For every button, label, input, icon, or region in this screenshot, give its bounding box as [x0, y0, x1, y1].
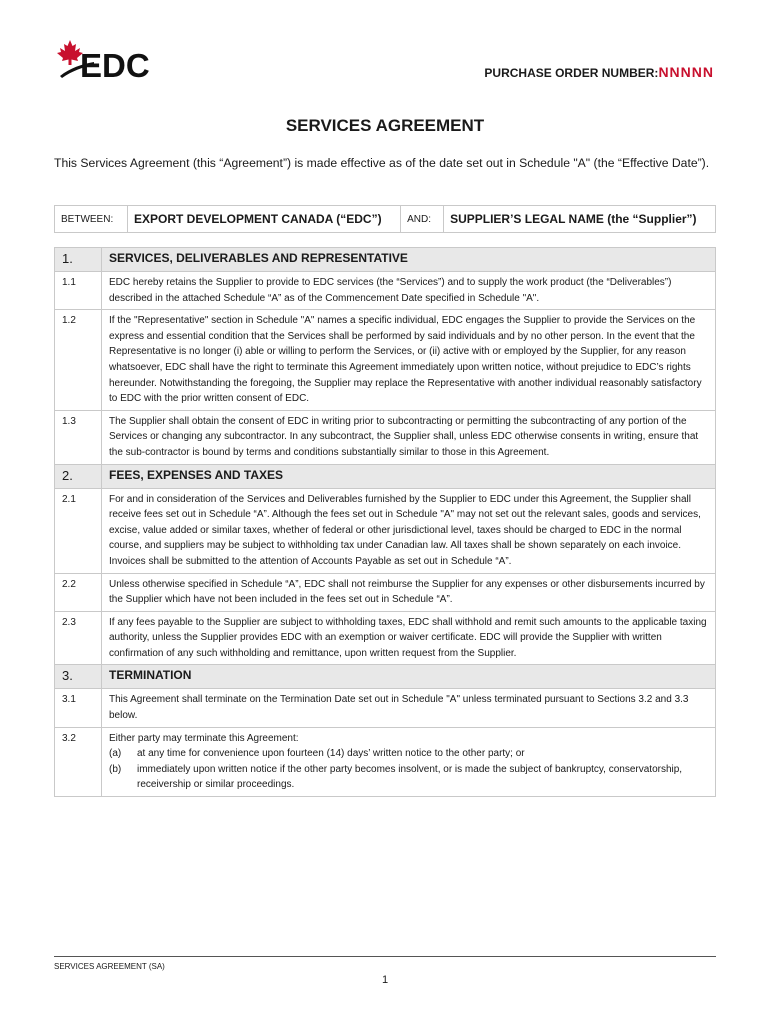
section-title: SERVICES, DELIVERABLES AND REPRESENTATIVE — [102, 248, 716, 272]
terms-table — [54, 247, 716, 797]
intro-paragraph: This Services Agreement (this “Agreement”) is made effective as of the date set out in Schedule "A" (the “Effective Date”). — [54, 156, 710, 170]
section-header — [55, 248, 716, 272]
document-title: SERVICES AGREEMENT — [285, 116, 485, 135]
clause-number: 3.2 — [55, 727, 102, 796]
section-number: 1. — [55, 248, 102, 272]
footer-doc-name: SERVICES AGREEMENT (SA) — [54, 962, 165, 971]
edc-logo — [56, 38, 166, 82]
section-title: TERMINATION — [102, 665, 716, 689]
clause-text: For and in consideration of the Services and Deliverables furnished by the Supplier to EDC under this Agreement, the Supplier shall receive fees set out in Schedule “A”. Although the fees set out in Schedule "A" may not set out the relevant sales, goods and services, excise, value added or similar taxes, whether of federal or other jurisdictional level, taxes should be charged to EDC in the normal course, and suppliers may be subject to withholding tax under Canadian law. All taxes shall be shown separately on each invoice. Invoices shall be submitted to the attention of Accounts Payable as set out in Schedule “A”. — [102, 488, 716, 573]
po-value: NNNNN — [658, 64, 714, 80]
clause-number: 2.3 — [55, 611, 102, 665]
clause-row — [55, 573, 716, 611]
clause-row — [55, 310, 716, 411]
clause-row — [55, 689, 716, 727]
section-header — [55, 464, 716, 488]
sub-item-text: immediately upon written notice if the other party becomes insolvent, or is made the subject of bankruptcy, conservatorship, receivership or similar proceedings. — [137, 763, 683, 791]
section-title: FEES, EXPENSES AND TAXES — [102, 464, 716, 488]
po-label: PURCHASE ORDER NUMBER: — [484, 66, 659, 80]
clause-row — [55, 727, 716, 796]
clause-text: If the "Representative" section in Schedule "A" names a specific individual, EDC engages the Supplier to provide the Services on the express and essential condition that the Services shall be performed by said individuals and by no other person. In the event that the Representative is no longer (i) able or willing to perform the Services, or (ii) active with or employed by the Supplier, for any reason whatsoever, EDC shall have the right to terminate this Agreement immediately upon written notice, without prejudice to EDC’s rights hereunder. Notwithstanding the foregoing, the Supplier may replace the Representative with another individual reasonably satisfactory to EDC with the prior written consent of EDC. — [102, 310, 716, 411]
clause-text: The Supplier shall obtain the consent of EDC in writing prior to subcontracting or permitting the subcontracting of any portion of the Services or changing any subcontractor. In any subcontract, the Supplier shall, unless EDC otherwise consents in writing, ensure that the sub-contractor is bound by terms and conditions substantially similar to those in this Agreement. — [102, 410, 716, 464]
clause-row — [55, 272, 716, 310]
page-number: 1 — [381, 974, 389, 986]
party-supplier: SUPPLIER’S LEGAL NAME (the “Supplier”) — [444, 206, 716, 233]
clause-lead: Either party may terminate this Agreement: — [109, 732, 299, 744]
parties-table — [54, 205, 716, 233]
svg-text:EDC: EDC — [80, 47, 150, 82]
clause-text: EDC hereby retains the Supplier to provide to EDC services (the “Services”) and to supply the work product (the “Deliverables”) described in the attached Schedule “A” as of the Commencement Date specified in Schedule "A". — [102, 272, 716, 310]
clause-row — [55, 488, 716, 573]
clause-text — [102, 727, 716, 796]
section-number: 3. — [55, 665, 102, 689]
clause-row — [55, 611, 716, 665]
clause-row — [55, 410, 716, 464]
sub-item — [109, 762, 711, 793]
party-edc: EXPORT DEVELOPMENT CANADA (“EDC”) — [128, 206, 401, 233]
sub-item-marker: (b) — [109, 763, 122, 775]
between-label: BETWEEN: — [55, 206, 128, 233]
clause-number: 3.1 — [55, 689, 102, 727]
clause-number: 1.2 — [55, 310, 102, 411]
purchase-order-number — [484, 64, 714, 80]
section-number: 2. — [55, 464, 102, 488]
clause-number: 2.1 — [55, 488, 102, 573]
footer-divider — [54, 956, 716, 957]
sub-item-text: at any time for convenience upon fourteen (14) days’ written notice to the other party; or — [137, 748, 525, 760]
clause-text: If any fees payable to the Supplier are subject to withholding taxes, EDC shall withhold and remit such amounts to the applicable taxing authority, unless the Supplier provides EDC with an exemption or waiver certificate. EDC will provide the Supplier with written confirmation of any such withholding and remittance, upon written request from the Supplier. — [102, 611, 716, 665]
sub-item — [109, 746, 711, 762]
and-label: AND: — [401, 206, 444, 233]
clause-number: 1.3 — [55, 410, 102, 464]
section-header — [55, 665, 716, 689]
sub-item-marker: (a) — [109, 748, 122, 760]
clause-number: 2.2 — [55, 573, 102, 611]
clause-text: Unless otherwise specified in Schedule “A”, EDC shall not reimburse the Supplier for any expenses or other disbursements incurred by the Supplier which have not been included in the fees set out in Schedule “A”. — [102, 573, 716, 611]
clause-text: This Agreement shall terminate on the Termination Date set out in Schedule "A" unless terminated pursuant to Sections 3.2 and 3.3 below. — [102, 689, 716, 727]
clause-number: 1.1 — [55, 272, 102, 310]
